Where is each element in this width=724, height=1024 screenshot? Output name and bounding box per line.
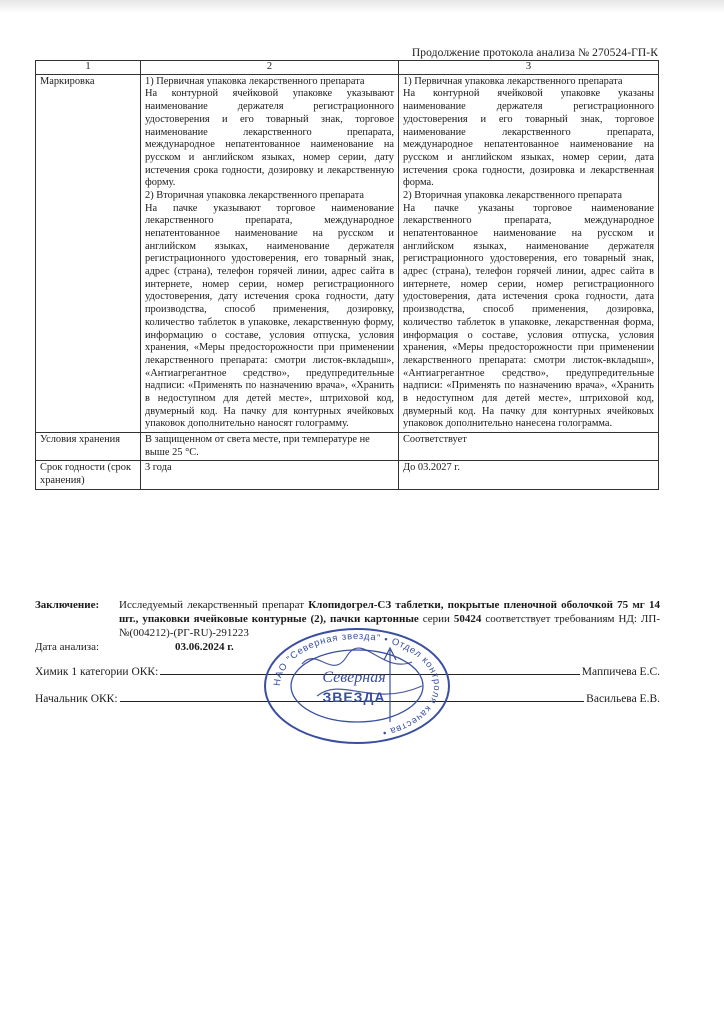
requirement-cell: [141, 433, 399, 461]
requirement-paragraph: На контурной ячейковой упаковке указывают наименование держателя регистрационного удостоверения и его товарный знак, торговое наименование лекарственного препарата, международное непатентованное наименование на русском и английском языках, номер серии, дату истечения срока годности, дозировку и лекарственную форму.: [145, 88, 394, 189]
stamp-inner-ring: [291, 650, 423, 722]
table-header-row: [36, 61, 659, 75]
column-header-2: 2: [141, 61, 399, 75]
signature-name: Васильева Е.В.: [586, 693, 660, 705]
param-cell: Срок годности (срок хранения): [36, 461, 141, 489]
result-cell: [399, 433, 659, 461]
column-header-1: 1: [36, 61, 141, 75]
requirement-paragraph: 3 года: [145, 462, 172, 474]
requirement-cell: [141, 74, 399, 432]
stamp-center-line1: Северная: [322, 669, 386, 686]
result-cell: [399, 461, 659, 489]
result-paragraph: На пачке указаны торговое наименование лекарственного препарата, международное непатентованное наименование на русском и английском языках, наименование держателя регистрационного удостоверения, его товарный знак, адрес (страна), телефон горячей линии, адрес сайта в интернете, номер серии, номер регистрационного удостоверения, дата истечения срока годности, дата производства, способ применения, дозировка, количество таблеток в упаковке, лекарственная форма, информация о составе, условия отпуска, условия хранения, «Меры предосторожности при применении лекарственного препарата: смотри листок-вкладыш», «Антиагрегантное средство», предупредительные надписи: «Применять по назначению врача», «Хранить в недоступном для детей месте», штриховой код, двумерный код. На пачку для контурных ячейковых упаковок дополнительно нанесена голограмма.: [403, 202, 654, 430]
requirement-paragraph: 2) Вторичная упаковка лекарственного препарата: [145, 189, 364, 201]
signature-role: Начальник ОКК:: [35, 693, 118, 705]
signature-role: Химик 1 категории ОКК:: [35, 666, 159, 678]
analysis-date-label: Дата анализа:: [35, 641, 100, 654]
result-cell: [399, 74, 659, 432]
requirement-cell: [141, 461, 399, 489]
protocol-continuation-header: Продолжение протокола анализа № 270524-ГП-К: [411, 47, 658, 59]
table-row-storage: [36, 433, 659, 461]
param-cell: Маркировка: [36, 74, 141, 432]
signature-name: Маппичева Е.С.: [581, 666, 660, 678]
batch-number: 50424: [453, 612, 482, 625]
table-row-marking: [36, 74, 659, 432]
result-paragraph: На контурной ячейковой упаковке указаны наименование держателя регистрационного удостоверения и его товарный знак, торговое наименование лекарственного препарата, международное непатентованное наименование на русском и английском языках, номер серии, дата истечения срока годности, дозировка и лекарственная форма.: [403, 88, 654, 189]
conclusion-compliance: соответствует требованиям НД: ЛП-№(004212)-(РГ-RU)-291223: [119, 612, 660, 639]
protocol-table: [35, 60, 659, 490]
stamp-center-line2: ЗВЕЗДА: [322, 689, 386, 705]
requirement-paragraph: 1) Первичная упаковка лекарственного препарата: [145, 75, 365, 87]
stamp-ring-text: НАО "Северная звезда" • Отдел контроля качества •: [271, 630, 443, 739]
result-paragraph: Соответствует: [403, 434, 467, 446]
conclusion-label: Заключение:: [35, 599, 100, 611]
result-paragraph: 1) Первичная упаковка лекарственного препарата: [403, 75, 623, 87]
quality-control-stamp: [262, 626, 452, 746]
column-header-3: 3: [399, 61, 659, 75]
result-paragraph: До 03.2027 г.: [403, 462, 460, 474]
result-paragraph: 2) Вторичная упаковка лекарственного препарата: [403, 189, 622, 201]
requirement-paragraph: В защищенном от света месте, при температуре не выше 25 °С.: [145, 434, 370, 458]
requirement-paragraph: На пачке указывают торговое наименование лекарственного препарата, международное непатентованное наименование на русском и английском языках, наименование держателя регистрационного удостоверения, его товарный знак, адрес (страна), телефон горячей линии, адрес сайта в интернете, номер серии, номер регистрационного удостоверения, дату истечения срока годности, дату производства, способ применения, дозировку, количество таблеток в упаковке, лекарственную форму, информацию о составе, условия отпуска, условия хранения, «Меры предосторожности при применении лекарственного препарата: смотри листок-вкладыш», «Антиагрегантное средство», предупредительные надписи: «Применять по назначению врача», «Хранить в недоступном для детей месте», штриховой код, двумерный код. На пачку для контурных ячейковых упаковок дополнительно наносят голограмму.: [145, 202, 394, 430]
product-name: Клопидогрел-СЗ таблетки, покрытые пленочной оболочкой 75 мг 14 шт., упаковки ячейковые контурные (2), пачки картонные: [119, 599, 660, 625]
table-row-shelf-life: [36, 461, 659, 489]
scan-edge-shadow: [0, 0, 724, 14]
analysis-date-value: 03.06.2024 г.: [175, 641, 234, 654]
conclusion-series-word: серии: [418, 612, 454, 625]
param-cell: Условия хранения: [36, 433, 141, 461]
conclusion-intro: Исследуемый лекарственный препарат: [119, 599, 309, 611]
